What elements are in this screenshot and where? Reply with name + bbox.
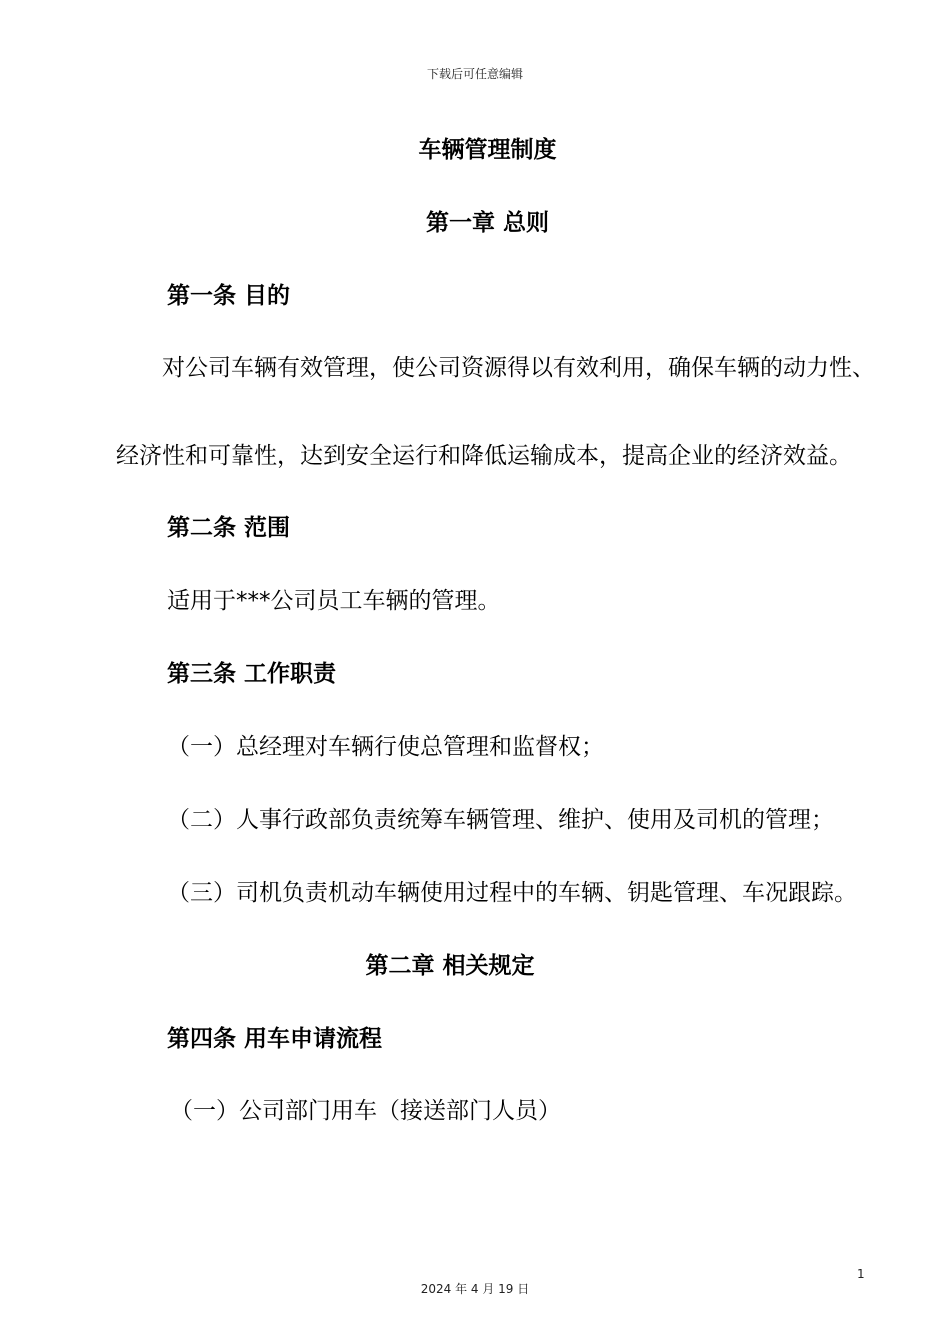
article-3-item: （一）总经理对车辆行使总管理和监督权； xyxy=(167,734,604,760)
document-title: 车辆管理制度 xyxy=(418,137,557,163)
chapter-2-heading: 第二章 相关规定 xyxy=(365,953,535,979)
article-2-paragraph: 适用于***公司员工车辆的管理。 xyxy=(167,588,501,614)
footer-date: 2024 年 4 月 19 日 xyxy=(420,1282,530,1296)
article-3-item: （三）司机负责机动车辆使用过程中的车辆、钥匙管理、车况跟踪。 xyxy=(167,880,857,906)
article-1-paragraph-line-1: 对公司车辆有效管理，使公司资源得以有效利用，确保车辆的动力性、 xyxy=(162,355,875,381)
article-1-heading: 第一条 目的 xyxy=(167,283,291,309)
article-3-item: （二）人事行政部负责统筹车辆管理、维护、使用及司机的管理； xyxy=(167,807,834,833)
article-2-heading: 第二条 范围 xyxy=(167,515,291,541)
article-4-heading: 第四条 用车申请流程 xyxy=(167,1026,383,1052)
article-3-heading: 第三条 工作职责 xyxy=(167,661,337,687)
page-header: 下载后可任意编辑 xyxy=(426,67,523,81)
article-1-paragraph-line-2: 经济性和可靠性，达到安全运行和降低运输成本，提高企业的经济效益。 xyxy=(116,443,852,469)
chapter-1-heading: 第一章 总则 xyxy=(425,210,549,236)
article-4-item: （一）公司部门用车（接送部门人员） xyxy=(170,1098,561,1124)
page-number: 1 xyxy=(857,1267,865,1281)
